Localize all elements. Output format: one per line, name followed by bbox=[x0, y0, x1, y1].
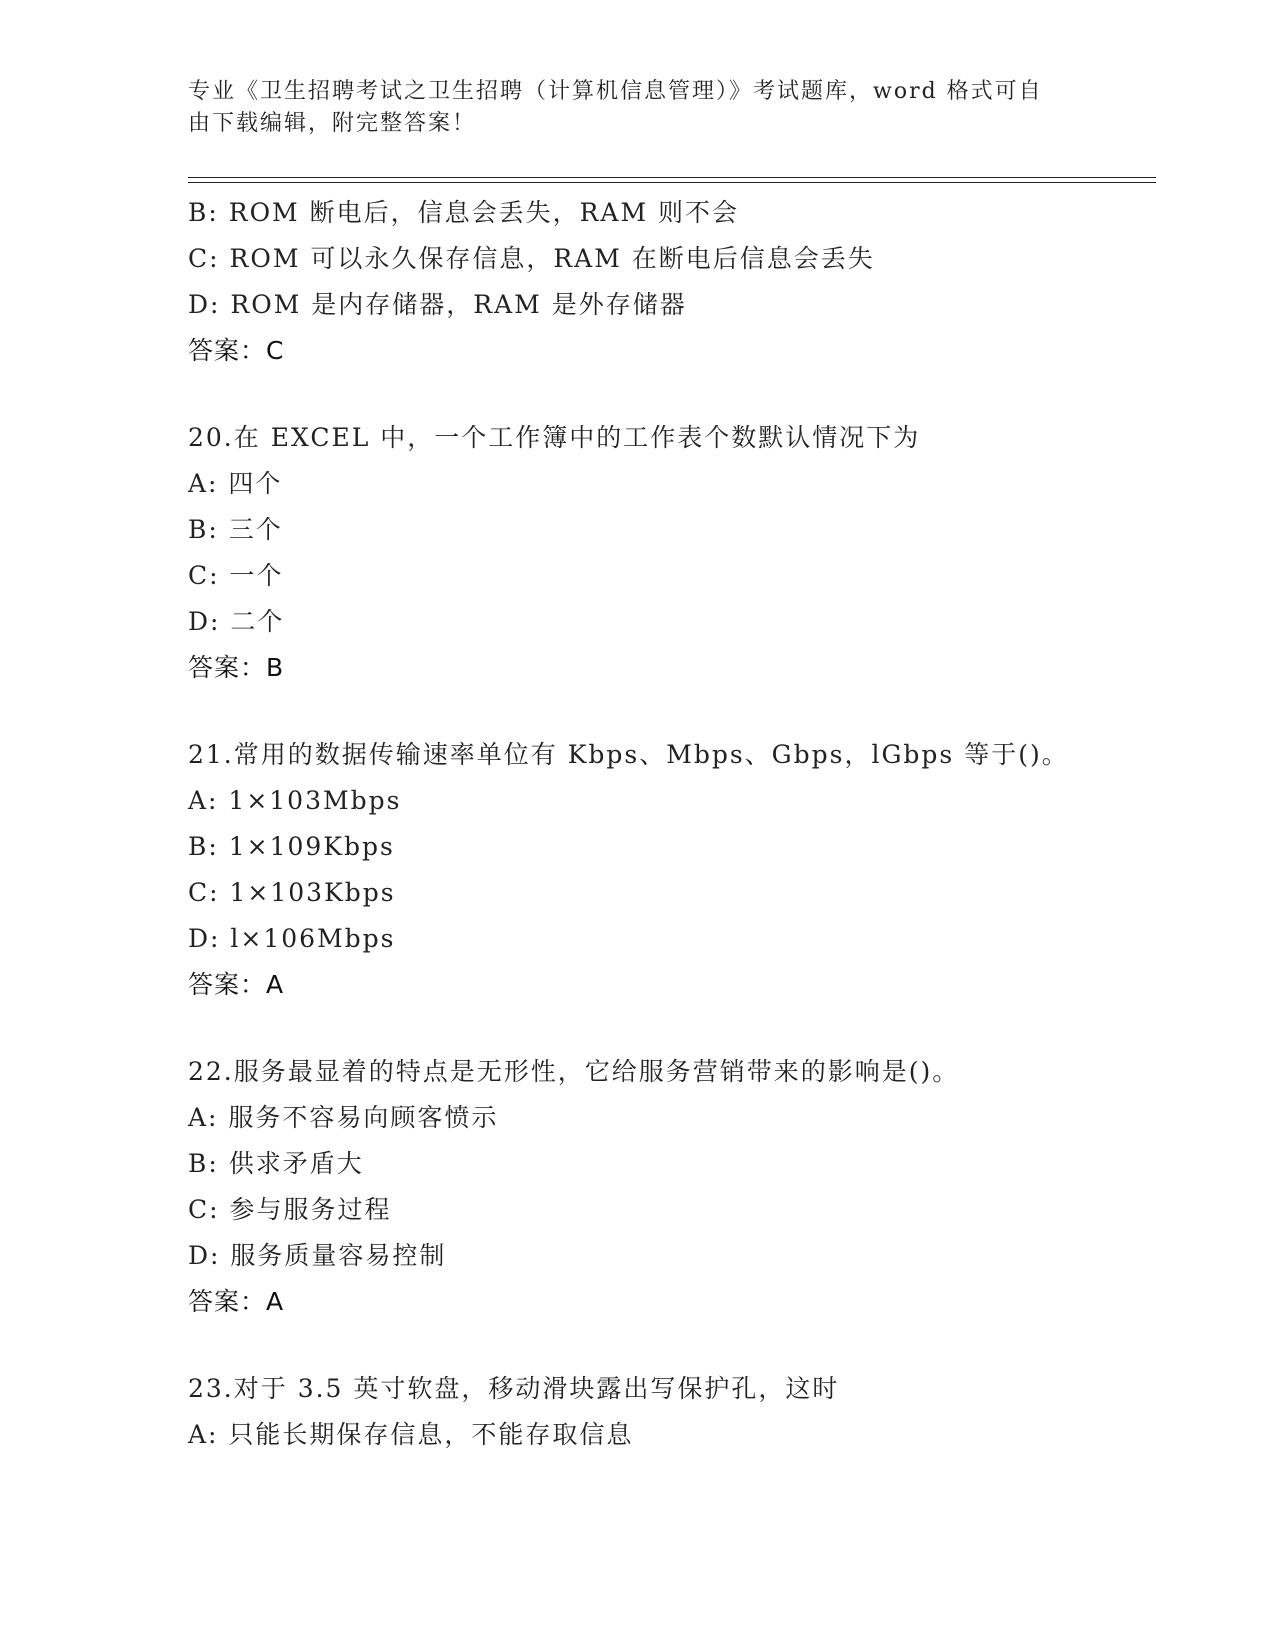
header-divider-bottom bbox=[188, 182, 1156, 183]
option-b: B: 1×109Kbps bbox=[188, 832, 395, 861]
option-d: D: 二个 bbox=[188, 607, 285, 636]
answer: 答案：A bbox=[188, 970, 285, 999]
option-c: C: ROM 可以永久保存信息，RAM 在断电后信息会丢失 bbox=[188, 244, 875, 273]
option-b: B: ROM 断电后，信息会丢失，RAM 则不会 bbox=[188, 198, 740, 227]
option-b: B: 供求矛盾大 bbox=[188, 1149, 364, 1178]
question-23 bbox=[188, 1366, 1156, 1458]
question-22 bbox=[188, 1049, 1156, 1325]
option-d: D: l×106Mbps bbox=[188, 924, 396, 953]
spacer bbox=[188, 374, 1156, 415]
question-list bbox=[188, 190, 1156, 1458]
spacer bbox=[188, 691, 1156, 732]
document-header bbox=[188, 76, 1088, 140]
header-line-2: 由下载编辑，附完整答案！ bbox=[188, 111, 477, 136]
answer: 答案：C bbox=[188, 336, 285, 365]
question-text: 22.服务最显着的特点是无形性，它给服务营销带来的影响是()。 bbox=[188, 1057, 960, 1086]
option-a: A: 只能长期保存信息，不能存取信息 bbox=[188, 1420, 634, 1449]
option-a: A: 1×103Mbps bbox=[188, 786, 402, 815]
option-a: A: 四个 bbox=[188, 469, 283, 498]
question-20 bbox=[188, 415, 1156, 691]
option-b: B: 三个 bbox=[188, 515, 283, 544]
question-19 bbox=[188, 190, 1156, 374]
question-text: 20.在 EXCEL 中，一个工作簿中的工作表个数默认情况下为 bbox=[188, 423, 921, 452]
header-divider-top bbox=[188, 177, 1156, 178]
question-text: 23.对于 3.5 英寸软盘，移动滑块露出写保护孔，这时 bbox=[188, 1374, 840, 1403]
header-line-1: 专业《卫生招聘考试之卫生招聘（计算机信息管理）》考试题库，word 格式可自 bbox=[188, 79, 1043, 104]
option-c: C: 一个 bbox=[188, 561, 284, 590]
spacer bbox=[188, 1008, 1156, 1049]
option-d: D: ROM 是内存储器，RAM 是外存储器 bbox=[188, 290, 687, 319]
option-d: D: 服务质量容易控制 bbox=[188, 1241, 447, 1270]
option-a: A: 服务不容易向顾客愤示 bbox=[188, 1103, 499, 1132]
question-text: 21.常用的数据传输速率单位有 Kbps、Mbps、Gbps，lGbps 等于()。 bbox=[188, 740, 1069, 769]
option-c: C: 1×103Kbps bbox=[188, 878, 396, 907]
answer: 答案：A bbox=[188, 1287, 285, 1316]
spacer bbox=[188, 1325, 1156, 1366]
option-c: C: 参与服务过程 bbox=[188, 1195, 392, 1224]
answer: 答案：B bbox=[188, 653, 285, 682]
question-21 bbox=[188, 732, 1156, 1008]
